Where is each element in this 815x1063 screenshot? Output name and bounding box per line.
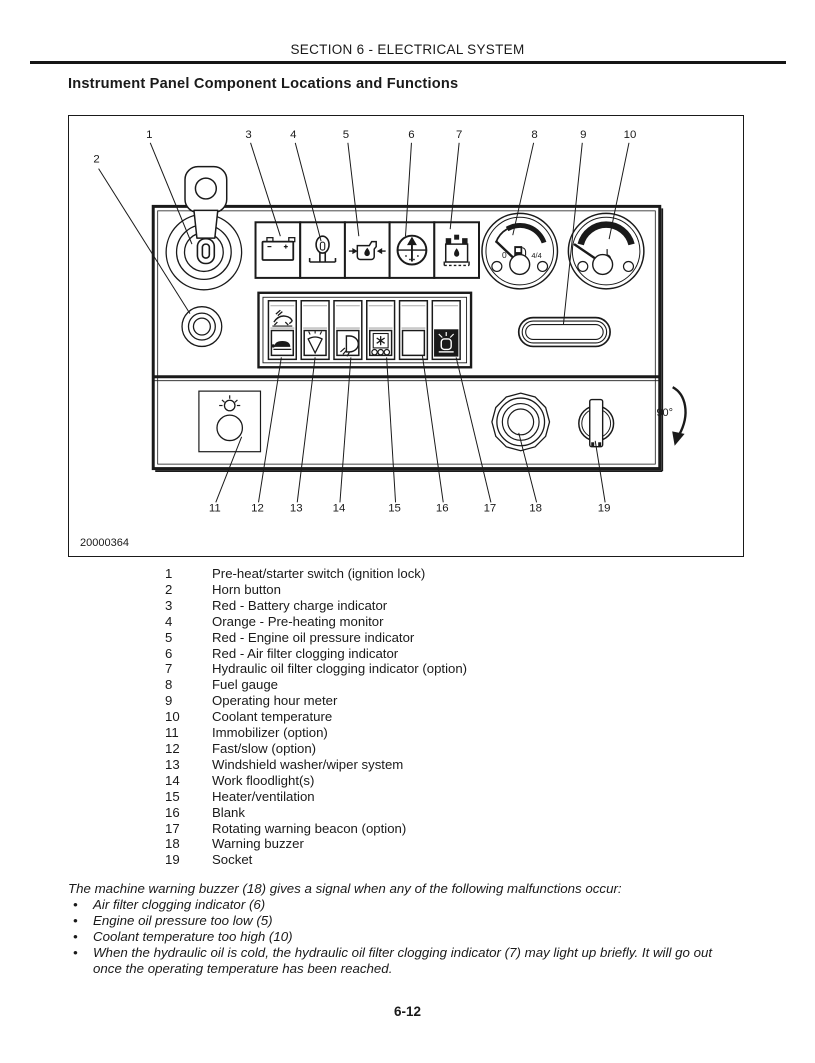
note-intro: The machine warning buzzer (18) gives a signal when any of the following malfunctions occur: — [68, 881, 622, 896]
callout-label: 18 — [529, 502, 542, 515]
legend-row — [165, 805, 467, 821]
immobilizer-icon — [199, 391, 261, 452]
callout-label: 11 — [208, 502, 221, 515]
callout-label: 2 — [93, 153, 100, 166]
callout-label: 8 — [531, 128, 538, 141]
instrument-panel-drawing — [69, 116, 742, 555]
legend-list — [165, 566, 467, 868]
legend-num: 2 — [165, 581, 173, 597]
callout-label: 15 — [388, 502, 401, 515]
callout-label: 4 — [290, 128, 297, 141]
switch-fast-slow — [268, 301, 296, 360]
legend-row — [165, 852, 467, 868]
note-bullet-text: Engine oil pressure too low (5) — [93, 912, 273, 928]
callout-label: 10 — [623, 128, 637, 141]
legend-label: Socket — [212, 852, 253, 868]
bullet-marker: • — [73, 912, 78, 928]
legend-row — [165, 646, 467, 662]
legend-num: 16 — [165, 804, 180, 820]
legend-row — [165, 836, 467, 852]
callout-label: 6 — [408, 128, 415, 141]
legend-num: 7 — [165, 661, 173, 677]
legend-label: Heater/ventilation — [212, 788, 315, 804]
switch-beacon — [432, 301, 460, 360]
bullet-marker: • — [73, 896, 78, 912]
callout-label: 17 — [483, 502, 497, 515]
rotation-label: 90° — [656, 406, 673, 419]
page-heading: Instrument Panel Component Locations and Functions — [68, 76, 459, 92]
page-number: 6-12 — [393, 1004, 422, 1019]
legend-label: Pre-heat/starter switch (ignition lock) — [212, 566, 426, 581]
switch-blank — [400, 301, 428, 360]
legend-label: Warning buzzer — [212, 836, 304, 852]
legend-row — [165, 773, 467, 789]
legend-num: 3 — [165, 597, 173, 613]
legend-row — [165, 741, 467, 757]
notes — [68, 881, 732, 976]
legend-row — [165, 725, 467, 741]
legend-num: 6 — [165, 645, 173, 661]
instrument-panel-figure — [68, 115, 744, 557]
legend-num: 1 — [165, 566, 173, 581]
legend-num: 14 — [165, 772, 180, 788]
legend-label: Immobilizer (option) — [212, 725, 328, 741]
legend-label: Coolant temperature — [212, 709, 333, 725]
switch-heater — [367, 301, 395, 360]
legend-label: Blank — [212, 804, 245, 820]
legend-row — [165, 661, 467, 677]
legend-label: Horn button — [212, 581, 281, 597]
legend-label: Red - Engine oil pressure indicator — [212, 629, 415, 645]
legend-row — [165, 598, 467, 614]
legend-row — [165, 757, 467, 773]
legend-num: 12 — [165, 740, 180, 756]
legend-num: 5 — [165, 629, 173, 645]
note-bullet — [68, 913, 732, 929]
legend-num: 4 — [165, 613, 173, 629]
legend-row — [165, 821, 467, 837]
legend-row — [165, 582, 467, 598]
switch-wiper — [301, 301, 329, 360]
ignition-switch-icon — [166, 167, 241, 290]
legend-label: Hydraulic oil filter clogging indicator (option) — [212, 661, 468, 677]
legend-num: 11 — [165, 725, 179, 741]
legend-num: 15 — [165, 788, 180, 804]
hour-meter — [519, 318, 610, 347]
note-bullet — [68, 897, 732, 913]
callout-label: 3 — [245, 128, 252, 141]
callout-label: 13 — [289, 502, 303, 515]
legend-row — [165, 693, 467, 709]
legend-num: 19 — [165, 852, 180, 868]
legend-num: 10 — [165, 709, 180, 725]
callout-label: 19 — [597, 502, 611, 515]
legend-num: 13 — [165, 756, 180, 772]
bullet-marker: • — [73, 928, 78, 944]
note-bullet — [68, 945, 732, 977]
legend-row — [165, 566, 467, 582]
note-bullet — [68, 929, 732, 945]
legend-row — [165, 709, 467, 725]
legend-label: Windshield washer/wiper system — [212, 756, 404, 772]
legend-row — [165, 677, 467, 693]
callout-label: 16 — [435, 502, 449, 515]
callout-label: 9 — [580, 128, 587, 141]
legend-label: Operating hour meter — [212, 693, 338, 709]
callout-label: 5 — [342, 128, 350, 141]
bullet-marker: • — [73, 944, 78, 960]
section-title: SECTION 6 - ELECTRICAL SYSTEM — [290, 42, 525, 57]
note-bullet-text: Air filter clogging indicator (6) — [93, 896, 266, 912]
fuel-gauge — [482, 213, 557, 288]
legend-num: 9 — [165, 693, 173, 709]
legend-num: 8 — [165, 677, 173, 693]
legend-label: Fast/slow (option) — [212, 740, 317, 756]
legend-label: Rotating warning beacon (option) — [212, 820, 407, 836]
fuel-max-label: 4/4 — [531, 251, 542, 261]
fuel-min-label: 0 — [501, 250, 507, 261]
legend-label: Red - Air filter clogging indicator — [212, 645, 399, 661]
air-filter-icon — [398, 236, 427, 265]
legend-label: Red - Battery charge indicator — [212, 597, 388, 613]
figure-id: 20000364 — [80, 537, 129, 549]
legend-label: Work floodlight(s) — [212, 772, 315, 788]
note-bullet-text: Coolant temperature too high (10) — [93, 928, 293, 944]
header-rule — [30, 61, 786, 64]
legend-label: Fuel gauge — [212, 677, 278, 693]
coolant-temperature-gauge — [568, 213, 643, 288]
callout-label: 12 — [251, 502, 264, 515]
horn-button-icon — [182, 307, 222, 347]
note-bullet-text: When the hydraulic oil is cold, the hydraulic oil filter clogging indicator (7) may light up briefly. It will go out once the operating temperature has been reached. — [93, 944, 713, 976]
callout-label: 1 — [146, 128, 153, 141]
legend-row — [165, 789, 467, 805]
legend-row — [165, 630, 467, 646]
legend-num: 18 — [165, 836, 180, 852]
legend-num: 17 — [165, 820, 180, 836]
callout-label: 7 — [455, 128, 463, 141]
legend-row — [165, 614, 467, 630]
callout-label: 14 — [332, 502, 346, 515]
legend-label: Orange - Pre-heating monitor — [212, 613, 384, 629]
switch-floodlight — [334, 301, 362, 360]
